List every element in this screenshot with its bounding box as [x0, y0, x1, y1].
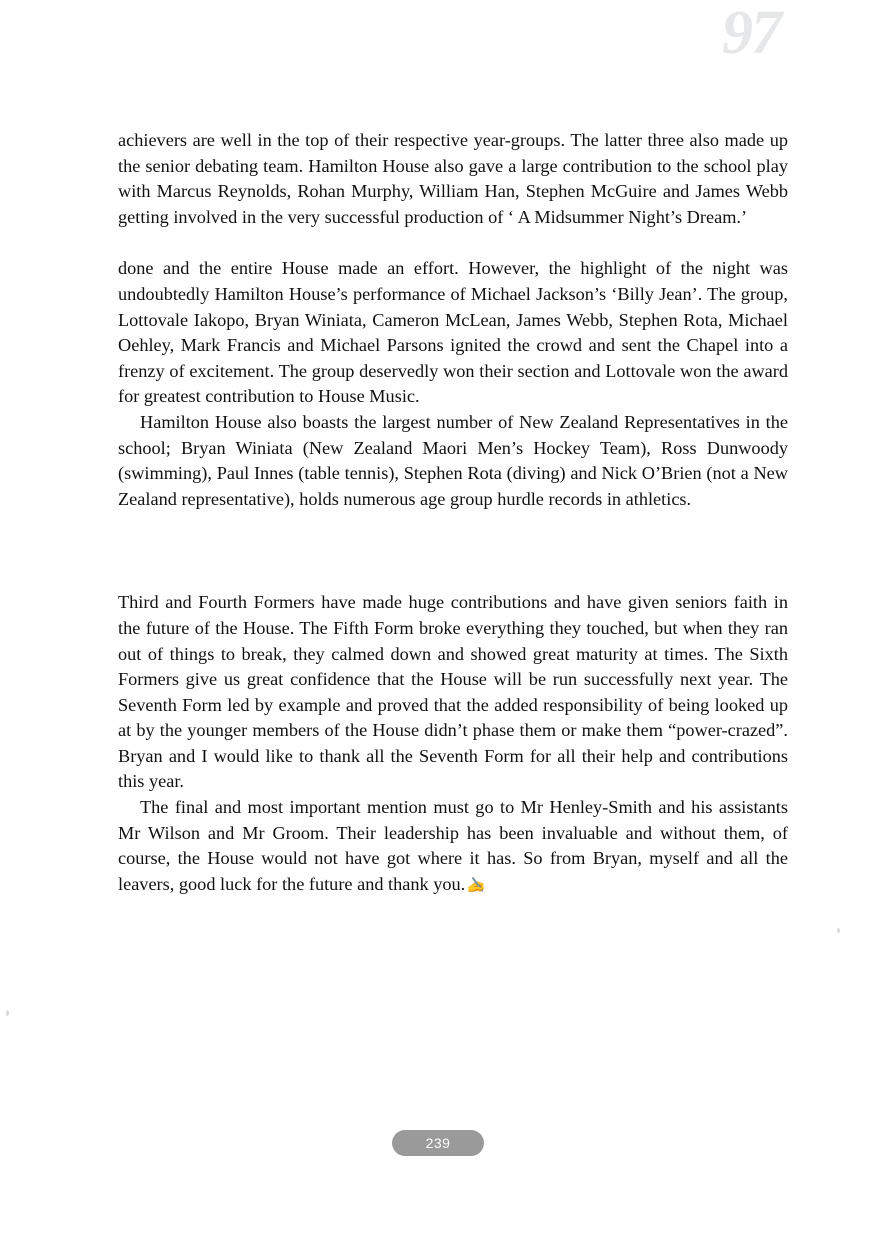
body-text-column	[118, 128, 788, 899]
paragraph-2: done and the entire House made an effort. However, the highlight of the night was undoubtedly Hamilton House’s performance of Michael Jackson’s ‘Billy Jean’. The group, Lottovale Iakopo, Bryan Winiata, Cameron McLean, James Webb, Stephen Rota, Michael Oehley, Mark Francis and Michael Parsons ignited the crowd and sent the Chapel into a frenzy of excitement. The group deservedly won their section and Lottovale won the award for greatest contribution to House Music.	[118, 258, 788, 407]
pen-end-icon: ✍	[467, 877, 486, 894]
paragraph-spacer	[118, 230, 788, 256]
paragraph-5-text: The final and most important mention must go to Mr Henley-Smith and his assistants Mr Wilson and Mr Groom. Their leadership has been invaluable and without them, of course, the House would not have got where it has. So from Bryan, myself and all the leavers, good luck for the future and thank you.	[118, 797, 788, 894]
paragraph-5	[118, 795, 788, 899]
paragraph-4: Third and Fourth Formers have made huge contributions and have given seniors faith in the future of the House. The Fifth Form broke everything they touched, but when they ran out of things to break, they calmed down and showed great maturity at times. The Sixth Formers give us great confidence that the House will be run successfully next year. The Seventh Form led by example and proved that the added responsibility of being looked up at by the younger members of the House didn’t phase them or make them “power-crazed”. Bryan and I would like to thank all the Seventh Form for all their help and contributions this year.	[118, 592, 788, 792]
page-number-badge: 239	[392, 1130, 484, 1156]
section-spacer	[118, 512, 788, 590]
page-corner-watermark: 97	[722, 0, 780, 67]
paragraph-3: Hamilton House also boasts the largest number of New Zealand Representatives in the school; Bryan Winiata (New Zealand Maori Men’s Hockey Team), Ross Dunwoody (swimming), Paul Innes (table tennis), Stephen Rota (diving) and Nick O’Brien (not a New Zealand representative), holds numerous age group hurdle records in athletics.	[118, 411, 788, 509]
scan-speck	[6, 1010, 9, 1016]
scan-speck	[837, 928, 840, 933]
paragraph-1: achievers are well in the top of their respective year-groups. The latter three also made up the senior debating team. Hamilton House also gave a large contribution to the school play with Marcus Reynolds, Rohan Murphy, William Han, Stephen McGuire and James Webb getting involved in the very successful production of ‘ A Midsummer Night’s Dream.’	[118, 130, 788, 227]
